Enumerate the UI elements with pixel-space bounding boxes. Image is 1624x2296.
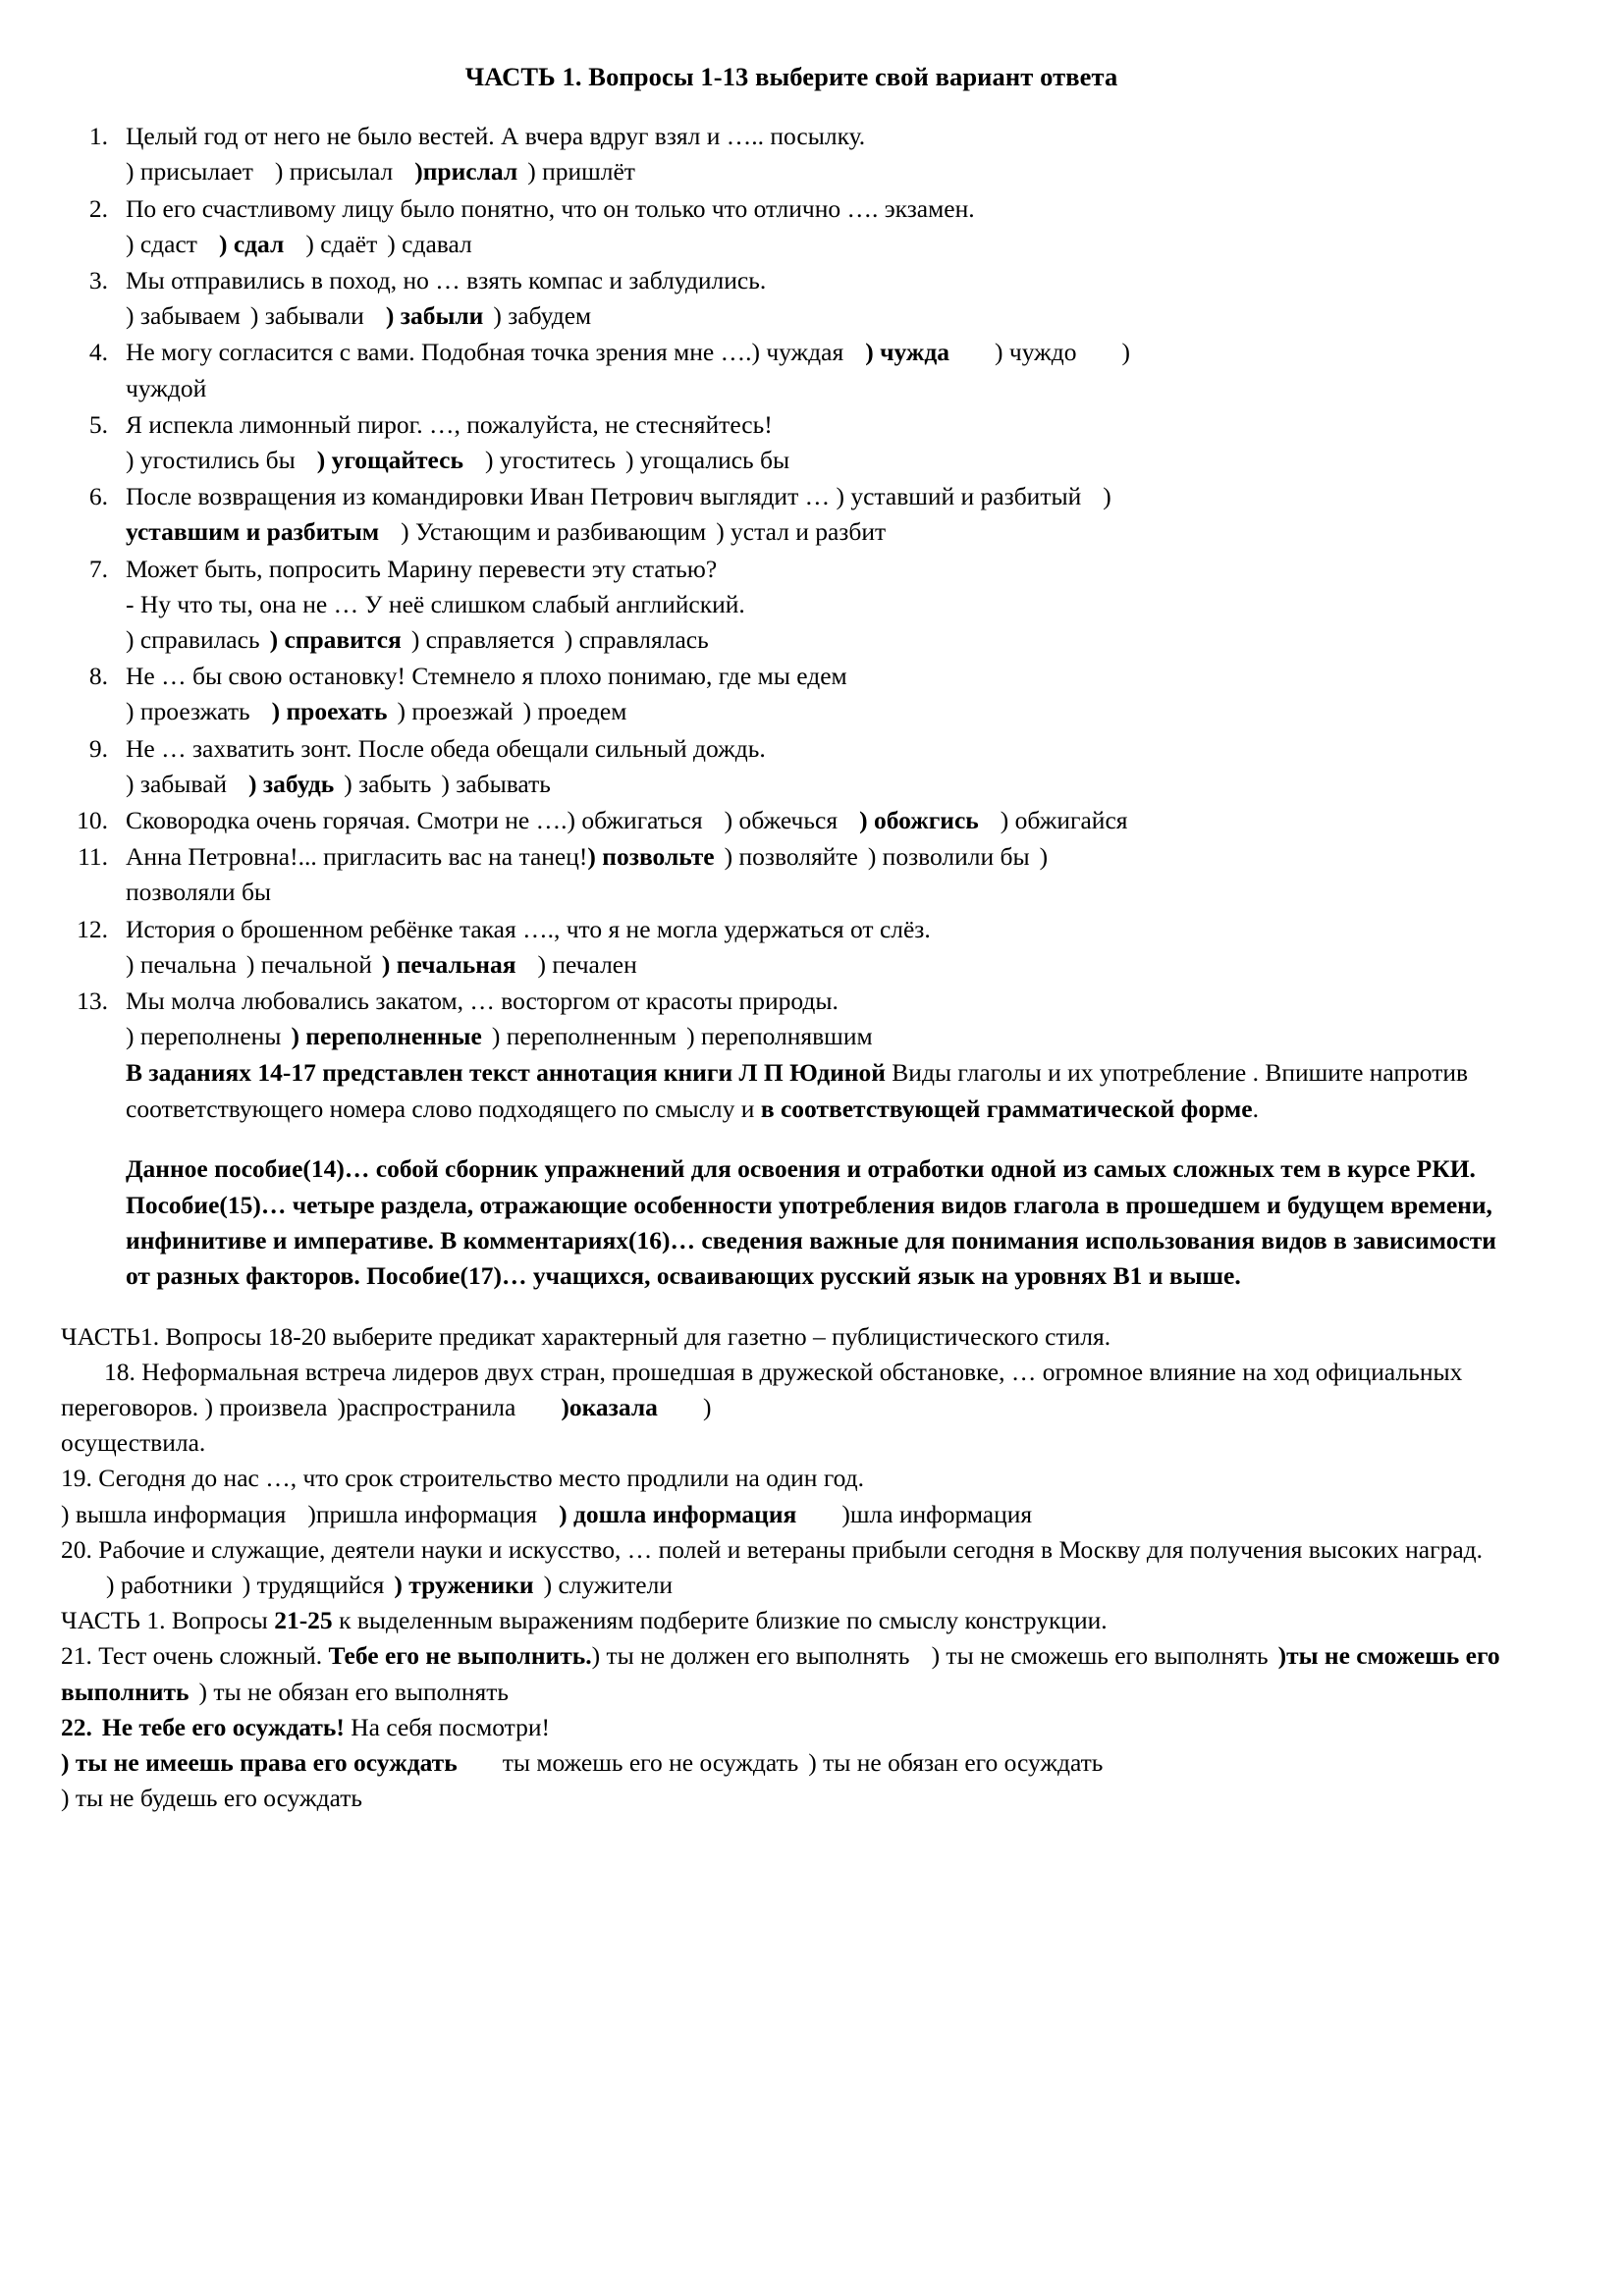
annotation-intro [61, 1055, 1522, 1126]
question-stem: Может быть, попросить Марину перевести эту статью? [126, 554, 718, 583]
option[interactable]: ) проезжать [126, 697, 250, 726]
question-item-6 [61, 479, 1522, 550]
option-correct[interactable]: ) сдал [218, 229, 285, 258]
question-options [126, 443, 1522, 478]
question-number: 8. [88, 662, 108, 691]
option[interactable]: ) [1121, 338, 1130, 367]
option[interactable]: ) проедем [522, 697, 627, 726]
question-stem: Мы отправились в поход, но … взять компас и заблудились. [126, 265, 767, 294]
part3-heading-suffix: к выделенным выражениям подберите близкие по смыслу конструкции. [332, 1606, 1108, 1635]
option[interactable]: ) ты не обязан его осуждать [808, 1748, 1104, 1778]
question-item-13 [61, 984, 1522, 1054]
option-paren[interactable]: ) [1103, 482, 1111, 511]
option[interactable]: ) работники [106, 1571, 233, 1600]
question-options [126, 227, 1522, 262]
option[interactable]: ) справлялась [564, 624, 709, 654]
option[interactable]: ) ты не будешь его осуждать [61, 1784, 363, 1813]
question-number: 4. [88, 338, 108, 367]
option[interactable]: ) чуждая [751, 338, 844, 367]
option[interactable]: )шла информация [841, 1499, 1033, 1528]
option[interactable]: ) Устающим и разбивающим [401, 517, 707, 547]
question-options [126, 1019, 1522, 1054]
option[interactable]: ) угостились бы [126, 445, 296, 474]
option-correct[interactable]: ) чужда [865, 338, 950, 367]
option-correct[interactable]: )ты не сможешь его выполнить [61, 1641, 1500, 1706]
option[interactable]: ) угощались бы [624, 445, 790, 474]
question-stem: Не … бы свою остановку! Стемнело я плохо понимаю, где мы едем [126, 662, 847, 691]
question-options [126, 694, 1522, 729]
option[interactable]: ) угоститесь [485, 445, 616, 474]
option[interactable]: ) присылал [274, 157, 394, 187]
option-paren[interactable]: ) [1039, 842, 1049, 872]
option[interactable]: ) забывай [126, 769, 228, 798]
option[interactable]: ) трудящийся [242, 1571, 385, 1600]
question-options [126, 767, 1522, 802]
question-number: 6. [88, 482, 108, 511]
question-item-4 [61, 335, 1522, 405]
question-item-1 [61, 119, 1522, 189]
page-title: ЧАСТЬ 1. Вопросы 1-13 выберите свой вариант ответа [464, 62, 1118, 91]
question-number: 10. [77, 805, 108, 834]
option[interactable]: ) печальна [126, 949, 237, 979]
question-stem: История о брошенном ребёнке такая …., что я не могла удержаться от слёз. [126, 914, 931, 943]
option[interactable]: ) служители [543, 1571, 674, 1600]
question-number: 1. [88, 122, 108, 151]
question-stem: Анна Петровна!... пригласить вас на танец! [126, 842, 588, 872]
option[interactable]: ) сдаёт [305, 229, 378, 258]
question-item-5 [61, 407, 1522, 478]
question-options-cont [126, 514, 1522, 550]
question-options [126, 298, 1522, 334]
option[interactable]: ) обжигайся [1000, 805, 1128, 834]
question-item-2 [61, 191, 1522, 262]
annotation-intro-middle: Виды глаголы и их употребление . Впишите напротив соответствующего номера слово подходящего по смыслу и [126, 1058, 1469, 1123]
option[interactable]: ) печальной [245, 949, 372, 979]
option-correct[interactable]: )прислал [414, 157, 518, 187]
option[interactable]: ) проезжай [397, 697, 514, 726]
question-stem: На себя посмотри! [344, 1712, 550, 1741]
question-options [126, 154, 1522, 189]
question-item-21 [61, 1638, 1522, 1709]
question-number: 7. [88, 554, 108, 583]
question-stem: Сковородка очень горячая. Смотри не …. [126, 805, 568, 834]
option[interactable]: ) сдаст [126, 229, 197, 258]
question-options [126, 622, 1522, 658]
option[interactable]: )пришла информация [307, 1499, 538, 1528]
option[interactable]: ) переполненным [491, 1022, 677, 1051]
question-item-20 [61, 1532, 1522, 1603]
option[interactable]: ) забудем [493, 301, 592, 331]
option[interactable]: ) переполнены [126, 1022, 282, 1051]
question-stem-highlight: Тебе его не выполнить. [322, 1641, 592, 1671]
annotation-intro-end: . [1252, 1094, 1259, 1123]
option-correct[interactable]: ) забыли [385, 301, 484, 331]
question-number: 13. [77, 987, 108, 1015]
option-correct[interactable]: ) обожгись [859, 805, 979, 834]
question-stem: 19. Сегодня до нас …, что срок строительство место продлили на один год. [61, 1464, 865, 1493]
annotation-intro-tail: в соответствующей грамматической форме [760, 1094, 1253, 1123]
question-stem: Целый год от него не было вестей. А вчера вдруг взял и ….. посылку. [126, 122, 866, 151]
question-item-9 [61, 731, 1522, 802]
question-stem: 20. Рабочие и служащие, деятели науки и искусство, … полей и ветераны прибыли сегодня в Москву для получения высоких наград. [61, 1534, 1483, 1564]
question-number: 5. [88, 409, 108, 439]
question-item-19 [61, 1461, 1522, 1531]
question-item-8 [61, 659, 1522, 729]
question-item-7 [61, 552, 1522, 659]
option[interactable]: )распространила [337, 1393, 516, 1422]
option[interactable]: ) печален [537, 949, 637, 979]
annotation-intro-lead: В заданиях 14-17 представлен текст аннотация книги Л П Юдиной [126, 1058, 886, 1088]
question-item-10 [61, 803, 1522, 838]
question-number: 2. [88, 193, 108, 223]
question-number: 12. [77, 914, 108, 943]
question-number: 22. [61, 1712, 92, 1741]
option[interactable]: осуществила. [61, 1428, 206, 1458]
questions-list-1-13 [61, 119, 1522, 1054]
question-stem: По его счастливому лицу было понятно, что он только что отлично …. экзамен. [126, 193, 975, 223]
option[interactable]: ) произвела [204, 1393, 328, 1422]
option[interactable]: ) уставший и разбитый [836, 482, 1082, 511]
option-correct[interactable]: ) труженики [394, 1571, 534, 1600]
part3-heading-prefix: ЧАСТЬ 1. Вопросы [61, 1606, 275, 1635]
option[interactable]: ) позволили бы [867, 842, 1030, 872]
option[interactable]: ) обжигаться [567, 805, 703, 834]
option[interactable]: ) чуждо [995, 338, 1077, 367]
option-correct[interactable]: ) забудь [248, 769, 335, 798]
question-stem: После возвращения из командировки Иван Петрович выглядит … [126, 482, 831, 511]
option[interactable]: ) забываем [126, 301, 241, 331]
option[interactable]: ты можешь его не осуждать [502, 1748, 799, 1778]
option[interactable]: ) сдавал [387, 229, 472, 258]
question-item-12 [61, 912, 1522, 983]
question-item-22 [61, 1710, 1522, 1817]
option[interactable]: ) позволяйте [724, 842, 858, 872]
option-correct[interactable]: ) проехать [271, 697, 388, 726]
question-number: 11. [78, 842, 108, 872]
option-correct[interactable]: ) печальная [381, 949, 516, 979]
option-correct[interactable]: )оказала [561, 1393, 658, 1422]
option-correct[interactable]: ) угощайтесь [316, 445, 463, 474]
option[interactable]: ) обжечься [724, 805, 839, 834]
question-stem-highlight: Не тебе его осуждать! [101, 1712, 345, 1741]
option-correct[interactable]: ) переполненные [291, 1022, 482, 1051]
option[interactable]: ) ты не должен его выполнять [591, 1641, 910, 1671]
question-options-cont[interactable]: чуждой [126, 373, 207, 402]
option-correct[interactable]: уставшим и разбитым [126, 517, 380, 547]
question-stem-dialogue: - Ну что ты, она не … У неё слишком слабый английский. [126, 589, 745, 618]
question-stem: Не могу согласится с вами. Подобная точка зрения мне …. [126, 338, 752, 367]
option[interactable]: ) забыть [344, 769, 432, 798]
option[interactable]: ) забывать [441, 769, 551, 798]
part3-heading-range: 21-25 [274, 1606, 333, 1635]
option-correct[interactable]: ) дошла информация [559, 1499, 797, 1528]
option[interactable]: ) пришлёт [527, 157, 635, 187]
option[interactable]: ) ты не обязан его выполнять [198, 1677, 509, 1706]
question-item-18 [61, 1355, 1522, 1462]
option[interactable]: ) переполнявшим [686, 1022, 873, 1051]
option[interactable]: ) справляется [410, 624, 555, 654]
option[interactable]: ) вышла информация [61, 1499, 287, 1528]
option-paren[interactable]: ) [702, 1393, 712, 1422]
part3-heading [61, 1603, 1522, 1638]
annotation-body-text: Данное пособие(14)… собой сборник упражнений для освоения и отработки одной из самых сложных тем в курсе РКИ. Пособие(15)… четыре раздела, отражающие особенности употребления видов глагола в прошедшем и будущем времени, инфинитиве и императиве. В комментариях(16)… сведения важные для понимания использования видов в зависимости от разных факторов. Пособие(17)… учащихся, осваивающих русский язык на уровнях В1 и выше. [126, 1154, 1496, 1290]
option[interactable]: ) присылает [126, 157, 253, 187]
option[interactable]: ) забывали [249, 301, 364, 331]
question-options-cont[interactable]: позволяли бы [126, 878, 272, 907]
question-number: 9. [88, 733, 108, 763]
option[interactable]: ) устал и разбит [716, 517, 887, 547]
question-stem: Я испекла лимонный пирог. …, пожалуйста, не стесняйтесь! [126, 409, 773, 439]
question-options [126, 947, 1522, 983]
question-stem: Не … захватить зонт. После обеда обещали сильный дождь. [126, 733, 766, 763]
option[interactable]: ) справилась [126, 624, 260, 654]
option-correct[interactable]: ) ты не имеешь права его осуждать [61, 1748, 458, 1778]
option-correct[interactable]: ) справится [269, 624, 402, 654]
question-stem: 21. Тест очень сложный. [61, 1641, 323, 1671]
option[interactable]: ) ты не сможешь его выполнять [931, 1641, 1269, 1671]
option-correct[interactable]: ) позвольте [587, 842, 715, 872]
question-stem: Мы молча любовались закатом, … восторгом от красоты природы. [126, 987, 839, 1015]
question-item-11 [61, 839, 1522, 910]
question-item-3 [61, 263, 1522, 334]
part2-heading: ЧАСТЬ1. Вопросы 18-20 выберите предикат характерный для газетно – публицистического стиля. [61, 1321, 1111, 1351]
question-stem: 18. Неформальная встреча лидеров двух стран, прошедшая в дружеской обстановке, … огромное влияние на ход официальных переговоров. [61, 1357, 1463, 1422]
question-number: 3. [88, 265, 108, 294]
